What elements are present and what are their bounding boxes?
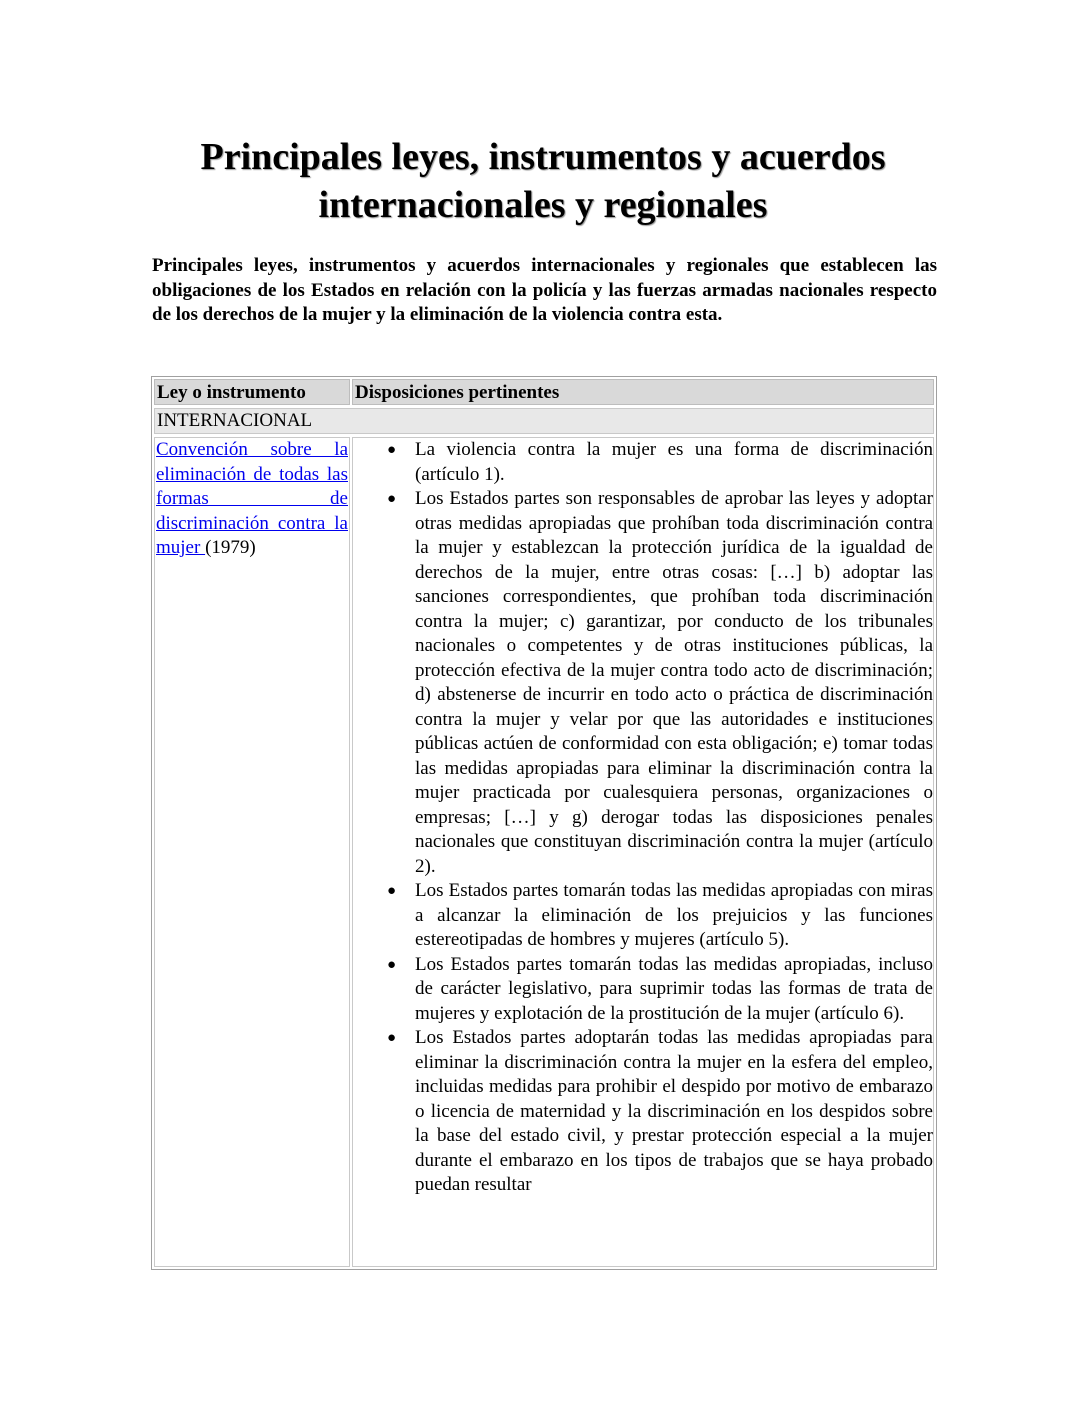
provisions-cell <box>352 437 934 1267</box>
bullet-icon: ● <box>387 442 397 458</box>
intro-paragraph: Principales leyes, instrumentos y acuerdos internacionales y regionales que establecen las obligaciones de los Estados en relación con la policía y las fuerzas armadas nacionales respecto de los derechos de la mujer y la eliminación de la violencia contra esta. <box>152 255 937 325</box>
page-title: Principales leyes, instrumentos y acuerdos internacionales y regionales <box>200 136 886 226</box>
list-item: ● Los Estados partes tomarán todas las medidas apropiadas con miras a alcanzar la eliminación de los prejuicios y las funciones estereotipadas de hombres y mujeres (artículo 5). <box>387 880 933 950</box>
list-item: ● Los Estados partes tomarán todas las medidas apropiadas, incluso de carácter legislativo, para suprimir todas las formas de trata de mujeres y explotación de la prostitución de la mujer (artículo 6). <box>387 953 933 1024</box>
list-item: ● La violencia contra la mujer es una forma de discriminación (artículo 1). <box>387 439 933 485</box>
bullet-icon: ● <box>387 1030 397 1046</box>
instrument-link[interactable]: Convención sobre la eliminación de todas las formas de discriminación contra la mujer <box>156 439 348 558</box>
instrument-cell <box>154 437 350 1267</box>
bullet-icon: ● <box>387 956 397 973</box>
list-item: ● Los Estados partes son responsables de aprobar las leyes y adoptar otras medidas apropiadas que prohíban toda discriminación contra la mujer y establezcan la protección jurídica de la igualdad de derechos de la mujer, entre otras cosas: […] b) adoptar las sanciones correspondientes, que prohíban toda discriminación contra la mujer; c) garantizar, por conducto de los tribunales nacionales o competentes y de otras instituciones públicas, la protección efectiva de la mujer contra todo acto de discriminación; d) abstenerse de incurrir en todo acto o práctica de discriminación contra la mujer y velar por que las autoridades e instituciones públicas actúen de conformidad con esta obligación; e) tomar todas las medidas apropiadas para eliminar la discriminación contra la mujer practicada por cualesquiera personas, organizaciones o empresas; […] y g) derogar todas las disposiciones penales nacionales que constituyan discriminación contra la mujer (artículo 2). <box>387 488 933 877</box>
bullet-icon: ● <box>387 883 397 899</box>
provisions-list <box>353 438 933 1198</box>
laws-table <box>151 376 937 1270</box>
header-law: Ley o instrumento <box>154 379 350 405</box>
bullet-icon: ● <box>387 491 397 507</box>
instrument-year: (1979) <box>205 537 256 558</box>
header-provisions: Disposiciones pertinentes <box>352 379 934 405</box>
table-header-row <box>154 379 934 405</box>
section-row-international: INTERNACIONAL <box>154 408 934 434</box>
list-item: ● Los Estados partes adoptarán todas las medidas apropiadas para eliminar la discriminación contra la mujer en la esfera del empleo, incluidas medidas para prohibir el despido por motivo de embarazo o licencia de maternidad y la discriminación en los despidos sobre la base del estado civil, y prestar protección especial a la mujer durante el embarazo en los tipos de trabajos que se haya probado puedan resultar <box>387 1027 933 1195</box>
